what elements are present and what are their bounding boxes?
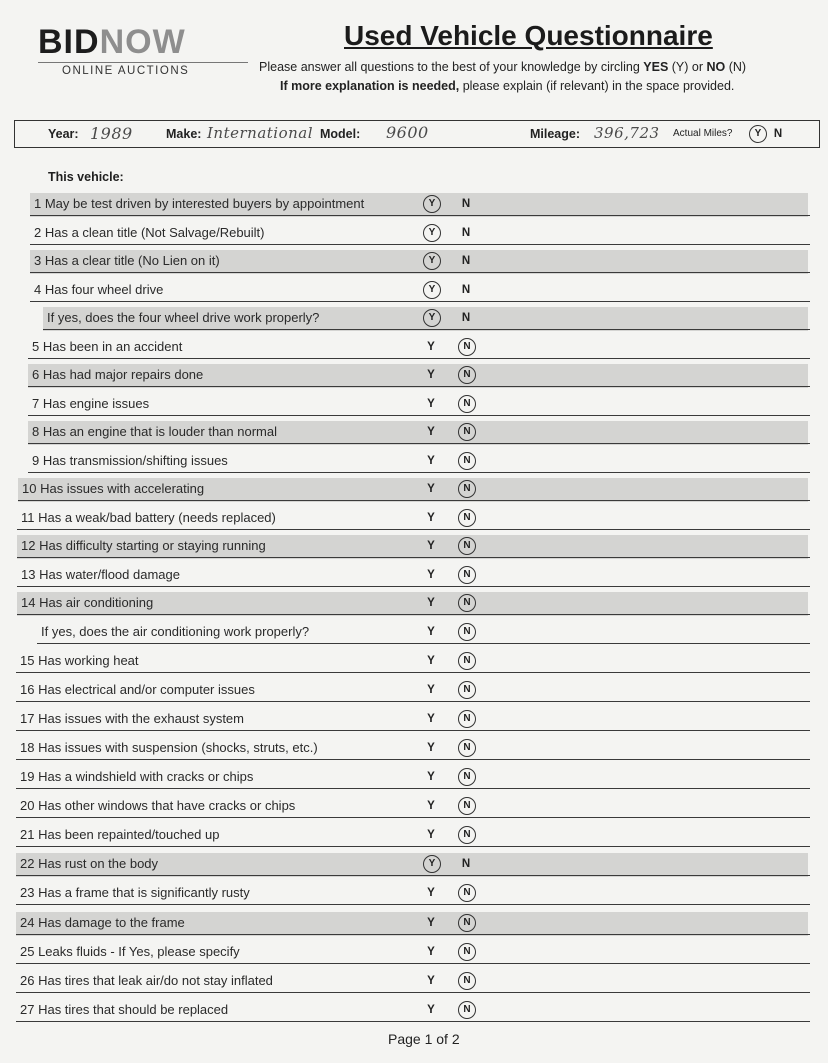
question-label: 1 May be test driven by interested buyers by appointment (34, 196, 365, 211)
answer-no-option[interactable]: N (458, 480, 476, 498)
answer-yes-option[interactable]: Y (423, 281, 441, 299)
question-row (16, 824, 808, 848)
question-label: 21 Has been repainted/touched up (20, 827, 220, 842)
mileage-field[interactable]: 396,723 (594, 124, 660, 142)
row-divider (30, 272, 810, 273)
answer-yes-option[interactable]: Y (427, 626, 435, 638)
answer-no-option[interactable]: N (458, 652, 476, 670)
question-row (17, 564, 808, 588)
question-label: 14 Has air conditioning (21, 595, 154, 610)
question-label: 18 Has issues with suspension (shocks, struts, etc.) (20, 740, 318, 755)
answer-no-option[interactable]: N (461, 312, 471, 324)
question-row (30, 222, 808, 246)
row-divider (17, 557, 810, 558)
answer-no-option[interactable]: N (461, 858, 471, 870)
answer-no-option[interactable]: N (458, 566, 476, 584)
answer-no-option[interactable]: N (458, 914, 476, 932)
answer-no-option[interactable]: N (458, 366, 476, 384)
answer-no-option[interactable]: N (458, 338, 476, 356)
year-label: Year: (48, 127, 79, 141)
row-divider (17, 586, 810, 587)
question-label: 23 Has a frame that is significantly rusty (20, 885, 250, 900)
answer-yes-option[interactable]: Y (427, 512, 435, 524)
answer-yes-option[interactable]: Y (427, 713, 435, 725)
row-divider (16, 759, 810, 760)
actual-miles-label: Actual Miles? (673, 128, 733, 139)
question-row (17, 507, 808, 531)
question-label: 19 Has a windshield with cracks or chips (20, 769, 254, 784)
answer-yes-option[interactable]: Y (427, 917, 435, 929)
logo-wordmark: BIDNOW (38, 23, 186, 61)
row-divider (16, 1021, 810, 1022)
answer-yes-option[interactable]: Y (427, 341, 435, 353)
mileage-label: Mileage: (530, 127, 581, 141)
question-label: 2 Has a clean title (Not Salvage/Rebuilt) (34, 225, 265, 240)
answer-yes-option[interactable]: Y (427, 800, 435, 812)
actual-miles-no-option[interactable]: N (773, 128, 783, 140)
answer-yes-option[interactable]: Y (427, 540, 435, 552)
model-label: Model: (320, 127, 361, 141)
answer-yes-option[interactable]: Y (423, 252, 441, 270)
row-divider (30, 244, 810, 245)
question-row (17, 535, 808, 559)
row-divider (16, 992, 810, 993)
answer-no-option[interactable]: N (458, 623, 476, 641)
instruction-line-2: If more explanation is needed, please explain (if relevant) in the space provided. (280, 79, 735, 93)
row-divider (16, 730, 810, 731)
answer-no-option[interactable]: N (458, 943, 476, 961)
answer-yes-option[interactable]: Y (427, 655, 435, 667)
question-label: 3 Has a clear title (No Lien on it) (34, 253, 220, 268)
row-divider (16, 963, 810, 964)
answer-yes-option[interactable]: Y (427, 771, 435, 783)
answer-no-option[interactable]: N (461, 255, 471, 267)
question-label: 15 Has working heat (20, 653, 139, 668)
actual-miles-yes-option[interactable]: Y (749, 125, 767, 143)
question-row (16, 912, 808, 936)
answer-no-option[interactable]: N (458, 768, 476, 786)
make-field[interactable]: International (207, 124, 314, 142)
question-row (16, 853, 808, 877)
question-label: 5 Has been in an accident (32, 339, 183, 354)
answer-no-option[interactable]: N (461, 198, 471, 210)
answer-no-option[interactable]: N (458, 395, 476, 413)
question-label: 22 Has rust on the body (20, 856, 159, 871)
question-row (28, 364, 808, 388)
row-divider (16, 701, 810, 702)
answer-yes-option[interactable]: Y (427, 975, 435, 987)
answer-no-option[interactable]: N (458, 509, 476, 527)
question-label: 10 Has issues with accelerating (22, 481, 205, 496)
row-divider (37, 643, 810, 644)
row-divider (30, 301, 810, 302)
row-divider (18, 500, 810, 501)
question-row (28, 393, 808, 417)
answer-no-option[interactable]: N (458, 826, 476, 844)
row-divider (16, 672, 810, 673)
answer-yes-option[interactable]: Y (427, 398, 435, 410)
question-row (28, 450, 808, 474)
row-divider (30, 215, 810, 216)
question-row (30, 279, 808, 303)
question-row (16, 970, 808, 994)
question-row (16, 737, 808, 761)
question-label: 4 Has four wheel drive (34, 282, 164, 297)
answer-yes-option[interactable]: Y (427, 483, 435, 495)
question-row (43, 307, 808, 331)
row-divider (28, 443, 810, 444)
question-row (16, 941, 808, 965)
row-divider (43, 329, 810, 330)
question-label: 27 Has tires that should be replaced (20, 1002, 229, 1017)
answer-no-option[interactable]: N (458, 681, 476, 699)
question-row (28, 421, 808, 445)
answer-yes-option[interactable]: Y (427, 829, 435, 841)
answer-no-option[interactable]: N (458, 972, 476, 990)
answer-no-option[interactable]: N (458, 797, 476, 815)
question-row (16, 999, 808, 1023)
question-row (37, 621, 808, 645)
answer-no-option[interactable]: N (458, 423, 476, 441)
row-divider (16, 934, 810, 935)
answer-yes-option[interactable]: Y (427, 426, 435, 438)
question-label: 13 Has water/flood damage (21, 567, 180, 582)
question-label: 20 Has other windows that have cracks or chips (20, 798, 296, 813)
row-divider (16, 788, 810, 789)
answer-yes-option[interactable]: Y (427, 1004, 435, 1016)
page-title: Used Vehicle Questionnaire (344, 20, 713, 51)
year-field[interactable]: 1989 (90, 124, 133, 143)
question-row (16, 882, 808, 906)
question-label: 24 Has damage to the frame (20, 915, 185, 930)
question-row (16, 795, 808, 819)
logo-divider (38, 62, 248, 63)
row-divider (28, 358, 810, 359)
answer-yes-option[interactable]: Y (427, 369, 435, 381)
answer-no-option[interactable]: N (458, 1001, 476, 1019)
question-row (16, 766, 808, 790)
row-divider (16, 817, 810, 818)
answer-yes-option[interactable]: Y (427, 887, 435, 899)
question-label: If yes, does the four wheel drive work properly? (47, 310, 320, 325)
question-row (16, 708, 808, 732)
answer-yes-option[interactable]: Y (427, 684, 435, 696)
row-divider (17, 529, 810, 530)
question-row (28, 336, 808, 360)
question-label: 7 Has engine issues (32, 396, 150, 411)
logo-tagline: ONLINE AUCTIONS (62, 65, 190, 77)
answer-no-option[interactable]: N (458, 739, 476, 757)
instruction-line-1: Please answer all questions to the best of your knowledge by circling YES (Y) or NO (N) (259, 60, 747, 74)
row-divider (28, 415, 810, 416)
make-label: Make: (166, 127, 202, 141)
question-label: 11 Has a weak/bad battery (needs replaced) (21, 510, 276, 525)
question-label: 9 Has transmission/shifting issues (32, 453, 228, 468)
answer-yes-option[interactable]: Y (427, 455, 435, 467)
section-label: This vehicle: (48, 170, 124, 184)
answer-yes-option[interactable]: Y (427, 742, 435, 754)
question-row (17, 592, 808, 616)
bidnow-logo (38, 24, 248, 77)
row-divider (28, 386, 810, 387)
answer-no-option[interactable]: N (458, 594, 476, 612)
row-divider (16, 875, 810, 876)
answer-yes-option[interactable]: Y (423, 195, 441, 213)
question-row (30, 250, 808, 274)
question-label: 16 Has electrical and/or computer issues (20, 682, 255, 697)
page-number: Page 1 of 2 (388, 1031, 460, 1047)
question-label: 6 Has had major repairs done (32, 367, 204, 382)
answer-yes-option[interactable]: Y (427, 569, 435, 581)
question-row (30, 193, 808, 217)
question-label: 26 Has tires that leak air/do not stay inflated (20, 973, 273, 988)
answer-yes-option[interactable]: Y (423, 224, 441, 242)
answer-no-option[interactable]: N (461, 227, 471, 239)
answer-yes-option[interactable]: Y (427, 946, 435, 958)
answer-yes-option[interactable]: Y (423, 309, 441, 327)
question-label: 8 Has an engine that is louder than normal (32, 424, 277, 439)
answer-no-option[interactable]: N (458, 710, 476, 728)
answer-yes-option[interactable]: Y (423, 855, 441, 873)
answer-no-option[interactable]: N (458, 884, 476, 902)
model-field[interactable]: 9600 (386, 123, 429, 142)
row-divider (17, 614, 810, 615)
question-row (18, 478, 808, 502)
question-label: 17 Has issues with the exhaust system (20, 711, 244, 726)
answer-no-option[interactable]: N (458, 452, 476, 470)
question-label: 25 Leaks fluids - If Yes, please specify (20, 944, 240, 959)
question-row (16, 650, 808, 674)
row-divider (16, 846, 810, 847)
answer-no-option[interactable]: N (461, 284, 471, 296)
answer-yes-option[interactable]: Y (427, 597, 435, 609)
question-label: 12 Has difficulty starting or staying running (21, 538, 266, 553)
answer-no-option[interactable]: N (458, 537, 476, 555)
row-divider (28, 472, 810, 473)
question-row (16, 679, 808, 703)
question-label: If yes, does the air conditioning work properly? (41, 624, 310, 639)
row-divider (16, 904, 810, 905)
